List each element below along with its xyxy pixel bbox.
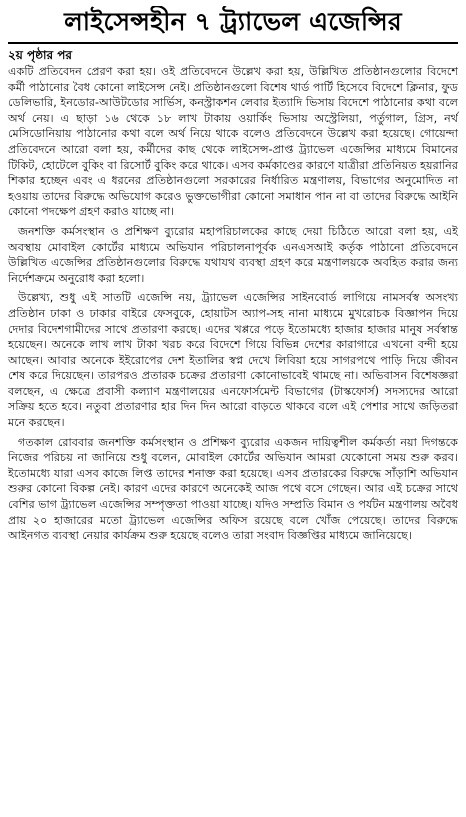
article-headline: লাইসেন্সহীন ৭ ট্র্যাভেল এজেন্সির <box>64 7 402 36</box>
article-paragraph-1: একটি প্রতিবেদন প্রেরণ করা হয়। ওই প্রতিবেদনে উল্লেখ করা হয়, উল্লিখিত প্রতিষ্ঠানগুলোর বিদেশে কর্মী পাঠানোর বৈধ কোনো লাইসেন্স নেই। প্রতিষ্ঠানগুলো বিশেষ থার্ড পার্টি হিসেবে বিদেশে ক্লিনার, ফুড ডেলিভারি, ইনডোর-আউটডোর সার্ভিস, কনস্ট্রাকশন লেবার ইত্যাদি ভিসায় বিদেশে পাঠানোর কথা বলে অর্থ নেয়। এ ছাড়া ১৬ থেকে ১৮ লাখ টাকায় ওয়ার্কিং ভিসায় অস্ট্রেলিয়া, পর্তুগাল, গ্রিস, নর্থ মেসিডোনিয়ায় পাঠানোর কথা বলে অর্থ নিয়ে থাকে বলেও প্রতিবেদনে উল্লেখ করা হয়েছে। গোয়েন্দা প্রতিবেদনে আরো বলা হয়, কর্মীদের কাছ থেকে লাইসেন্স-প্রাপ্ত ট্র্যাভেল এজেন্সির মাধ্যমে বিমানের টিকিট, হোটেলে বুকিং বা রিসোর্ট বুকিং করে থাকে। এসব কর্মকাণ্ডের কারণে যাত্রীরা প্রতিনিয়ত হয়রানির শিকার হচ্ছেন এবং এ ধরনের প্রতিষ্ঠানগুলো সরকারের নির্ধারিত মন্ত্রণালয়, বিভাগের অনুমোদিত না হওয়ায় তাদের বিরুদ্ধে অভিযোগ করেও ভুক্তভোগীরা কোনো সমাধান পান না বা তাদের বিরুদ্ধে আইনি কোনো পদক্ষেপ গ্রহণ করাও যাচ্ছে না। <box>8 65 458 219</box>
article-paragraph-2: জনশক্তি কর্মসংস্থান ও প্রশিক্ষণ ব্যুরোর মহাপরিচালকের কাছে দেয়া চিঠিতে আরো বলা হয়, এই অবস্থায় মোবাইল কোর্টের মাধ্যমে অভিযান পরিচালনাপূর্বক এনএসআই কর্তৃক পাঠানো প্রতিবেদনে উল্লিখিত এজেন্সির প্রতিষ্ঠানগুলোর বিরুদ্ধে যথাযথ ব্যবস্থা গ্রহণ করে মন্ত্রণালয়কে অবহিত করার জন্য নির্দেশক্রমে অনুরোধ করা হলো। <box>8 224 458 285</box>
continuation-label: ২য় পৃষ্ঠার পর <box>8 48 73 62</box>
article-paragraph-3: উল্লেখ্য, শুধু এই সাতটি এজেন্সি নয়, ট্র্যাভেল এজেন্সির সাইনবোর্ড লাগিয়ে নামসর্বস্ব অসংখ্য প্রতিষ্ঠান ঢাকা ও ঢাকার বাইরে ফেসবুকে, হোয়াটস অ্যাপ-সহ নানা মাধ্যমে মুখরোচক বিজ্ঞাপন দিয়ে দেদার বিদেশগামীদের সাথে প্রতারণা করছে। এদের খপ্পরে পড়ে ইতোমধ্যে হাজার হাজার মানুষ সর্বস্বান্ত হয়েছেন। অনেকে লাখ লাখ টাকা খরচ করে বিদেশে গিয়ে বিভিন্ন দেশের কারাগারে এখনো বন্দী হয়ে আছেন। আবার অনেকে ইইরোপের দেশ ইতালির স্বপ্ন দেখে লিবিয়া হয়ে সাগরপথে পাড়ি দিয়ে জীবন শেষ করে দিয়েছেন। তারপরও প্রতারক চক্রের প্রতারণা কোনোভাবেই থামছে না। অভিবাসন বিশেষজ্ঞরা বলছেন, এ ক্ষেত্রে প্রবাসী কল্যাণ মন্ত্রণালয়ের এনফোর্সমেন্ট বিভাগের (টাস্কফোর্স) সদস্যদের আরো সক্রিয় হতে হবে। নতুবা প্রতারণার হার দিন দিন আরো বাড়তে থাকবে বলে এই পেশার সাথে জড়িতরা মনে করছেন। <box>8 291 458 430</box>
article-paragraph-4: গতকাল রোববার জনশক্তি কর্মসংস্থান ও প্রশিক্ষণ ব্যুরোর একজন দায়িত্বশীল কর্মকর্তা নয়া দিগন্তকে নিজের পরিচয় না জানিয়ে শুধু বলেন, মোবাইল কোর্টের অভিযান আমরা যেকোনো সময় শুরু করব। ইতোমধ্যে যারা এসব কাজে লিপ্ত তাদের শনাক্ত করা হয়েছে। এসব প্রতারকের বিরুদ্ধে সাঁড়াশি অভিযান শুরুর কোনো বিকল্প নেই। কারণ এদের কারণে অনেকেই আজ পথে বসে গেছেন। আর এই চক্রের সাথে বেশির ভাগ ট্র্যাভেল এজেন্সির সম্পৃক্ততা পাওয়া যাচ্ছে। যদিও সম্প্রতি বিমান ও পর্যটন মন্ত্রণালয় অবৈধ প্রায় ২০ হাজারের মতো ট্র্যাভেল এজেন্সির অফিস রয়েছে বলে খোঁজ পেয়েছে। তাদের বিরুদ্ধে আইনগত ব্যবস্থা নেয়ার কার্যক্রম শুরু হয়েছে বলেও তারা সংবাদ বিজ্ঞপ্তির মাধ্যমে জানিয়েছে। <box>8 435 458 543</box>
headline-rule <box>8 42 458 44</box>
